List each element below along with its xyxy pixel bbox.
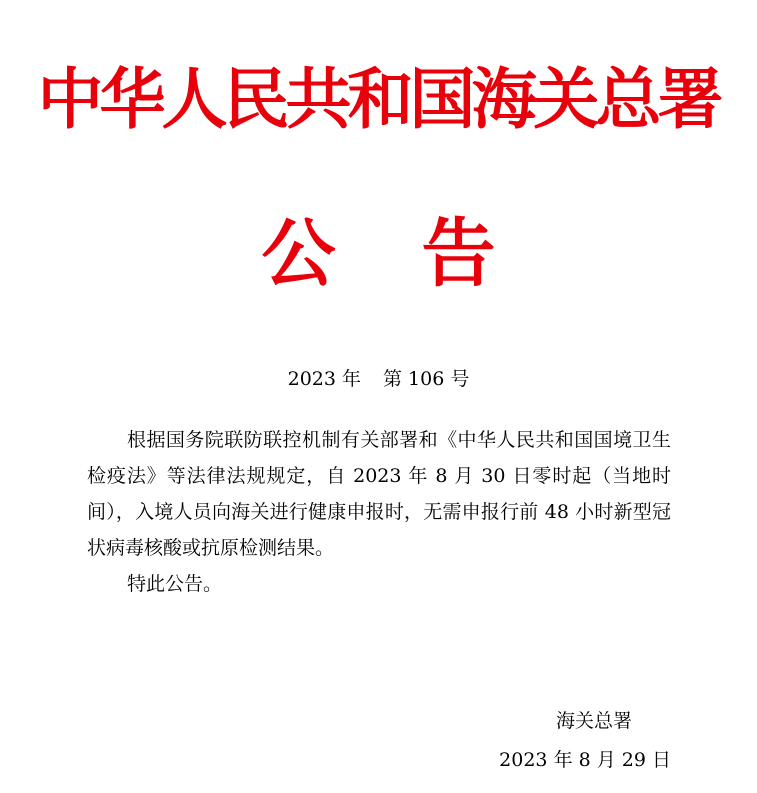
notice-title-char-2: 告 <box>421 211 496 297</box>
document-number <box>0 365 757 393</box>
document-serial: 第 106 号 <box>383 368 470 390</box>
notice-body <box>87 422 671 602</box>
document-year: 2023 年 <box>287 368 362 390</box>
notice-title <box>0 212 757 296</box>
notice-title-char-1: 公 <box>261 211 336 297</box>
agency-masthead: 中华人民共和国海关总署 <box>37 61 720 138</box>
issuer-signature: 海关总署 <box>555 710 632 732</box>
body-paragraph-closing: 特此公告。 <box>127 573 223 595</box>
issue-date: 2023 年 8 月 29 日 <box>499 749 671 771</box>
body-paragraph-main: 根据国务院联防联控机制有关部署和《中华人民共和国国境卫生检疫法》等法律法规规定，自 2023 年 8 月 30 日零时起（当地时间），入境人员向海关进行健康申报时，无需申报行前 48 小时新型冠状病毒核酸或抗原检测结果。 <box>87 429 671 559</box>
